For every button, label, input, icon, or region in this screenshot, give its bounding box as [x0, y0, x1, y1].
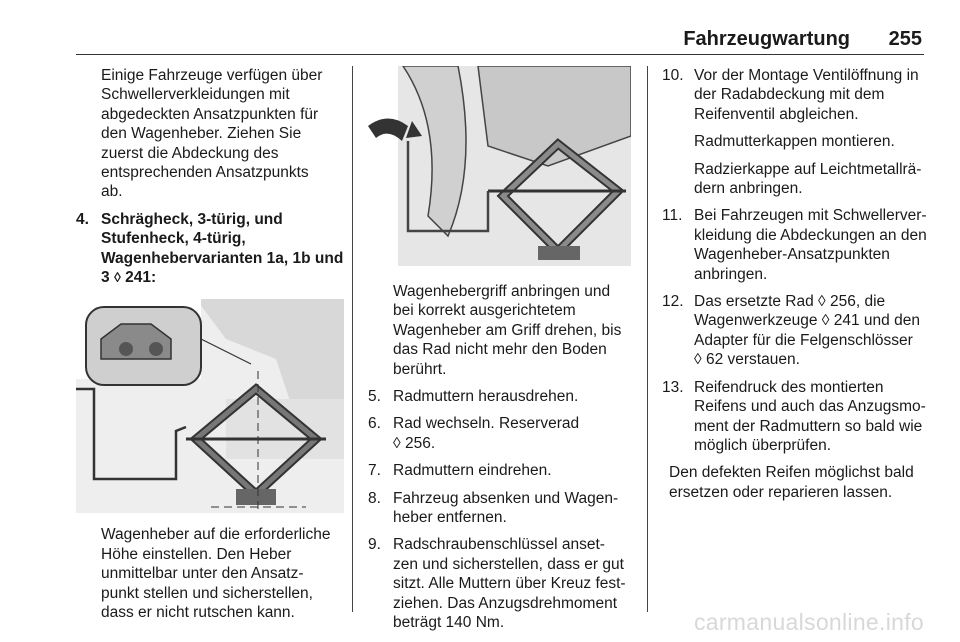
text-line: möglich überprüfen.	[694, 436, 831, 454]
column-divider	[647, 66, 648, 612]
text-line: unmittelbar unter den Ansatz-	[101, 565, 304, 583]
text-line: Vor der Montage Ventilöffnung in	[694, 67, 919, 84]
text-line: ◊ 256.	[393, 434, 436, 452]
text-line: ab.	[101, 183, 123, 201]
column-3	[662, 66, 928, 510]
step-number: 6.	[368, 415, 381, 433]
step-6	[368, 414, 638, 453]
step-number: 11.	[662, 207, 683, 225]
text-line: Stufenheck, 4-türig,	[101, 230, 246, 248]
step-number: 5.	[368, 388, 381, 406]
text-line: Radschraubenschlüssel anset-	[393, 536, 605, 554]
step-10	[662, 66, 928, 124]
step-11	[662, 206, 928, 284]
text-line: Einige Fahrzeuge verfügen über	[101, 67, 323, 84]
text-line: ziehen. Das Anzugsdrehmoment	[393, 594, 618, 612]
column-1	[76, 66, 344, 631]
intro-paragraph	[76, 66, 344, 202]
text-line: zuerst die Abdeckung des	[101, 144, 279, 162]
text-line: Radzierkappe auf Leichtmetallrä-	[694, 160, 922, 178]
page-header	[0, 0, 960, 56]
text-line: Reifenventil abgleichen.	[694, 105, 859, 123]
step-13	[662, 378, 928, 456]
text-line: Wagenheber-Ansatzpunkten	[694, 246, 890, 264]
text-line	[101, 268, 344, 287]
text-line: Adapter für die Felgenschlösser	[694, 331, 913, 349]
text-line: Den defekten Reifen möglichst bald	[669, 464, 914, 482]
step-9	[368, 535, 638, 632]
text-line: Wagenwerkzeuge ◊ 241 und den	[694, 312, 920, 330]
text-line: kleidung die Abdeckungen an den	[694, 226, 927, 244]
text-line: Wagenhebergriff anbringen und	[393, 283, 611, 300]
text-line: Radmuttern herausdrehen.	[393, 388, 579, 406]
text-line: Reifens und auch das Anzugsmo-	[694, 398, 926, 416]
text-line: anbringen.	[694, 265, 768, 283]
text-line: Radmutterkappen montieren.	[694, 133, 895, 151]
text-line: das Rad nicht mehr den Boden	[393, 341, 607, 359]
caption-paragraph	[368, 282, 638, 379]
text-line: Bei Fahrzeugen mit Schwellerver-	[694, 207, 927, 225]
caption-paragraph	[76, 525, 344, 622]
text-line: der Radabdeckung mit dem	[694, 86, 885, 104]
text-line: ment der Radmuttern so bald wie	[694, 417, 923, 435]
jack-illustration	[76, 299, 344, 513]
text-line: Schwellerverkleidungen mit	[101, 86, 290, 104]
text-line: Wagenheber am Griff drehen, bis	[393, 321, 622, 339]
step-4	[76, 210, 344, 288]
step-5	[368, 387, 638, 406]
text-line: abgedeckten Ansatzpunkten für	[101, 105, 319, 123]
watermark: carmanualsonline.info	[693, 609, 924, 635]
text-line: dass er nicht rutschen kann.	[101, 604, 295, 622]
text-line: ersetzen oder reparieren lassen.	[669, 483, 893, 501]
step-number: 13.	[662, 378, 684, 396]
text-line: Schrägheck, 3-türig, und	[101, 210, 283, 228]
text-line: punkt stellen und sicherstellen,	[101, 584, 313, 602]
text-line: dern anbringen.	[694, 180, 803, 198]
text-line: Fahrzeug absenken und Wagen-	[393, 489, 619, 507]
chapter-title: Fahrzeugwartung	[683, 28, 850, 50]
step-10-note-2	[662, 160, 928, 199]
text-line: ◊ 62 verstauen.	[694, 351, 800, 369]
column-divider	[352, 66, 353, 612]
step-8	[368, 489, 638, 528]
text-line: Das ersetzte Rad ◊ 256, die	[694, 293, 886, 311]
text-fragment: 3	[101, 269, 110, 287]
step-number: 10.	[662, 67, 684, 84]
text-line: berührt.	[393, 360, 447, 378]
text-line: Höhe einstellen. Den Heber	[101, 545, 292, 563]
text-line: Radmuttern eindrehen.	[393, 462, 552, 480]
reference-arrow-icon: ◊	[113, 269, 121, 286]
step-10-note-1	[662, 132, 928, 151]
text-line: sitzt. Alle Muttern über Kreuz fest-	[393, 575, 626, 593]
jack-handle-illustration	[368, 66, 631, 274]
step-12	[662, 292, 928, 370]
text-line: den Wagenheber. Ziehen Sie	[101, 125, 302, 143]
text-line: Reifendruck des montierten	[694, 378, 884, 396]
text-line: Rad wechseln. Reserverad	[393, 415, 580, 433]
text-line: Wagenhebervarianten 1a, 1b und	[101, 249, 344, 267]
column-2	[368, 66, 638, 641]
step-number: 4.	[76, 210, 89, 228]
step-number: 12.	[662, 293, 684, 311]
step-number: 8.	[368, 489, 381, 507]
text-line: bei korrekt ausgerichtetem	[393, 302, 576, 320]
step-number: 9.	[368, 536, 381, 554]
page-reference[interactable]: 241:	[125, 269, 157, 287]
page-number: 255	[888, 28, 922, 50]
text-line: heber entfernen.	[393, 509, 507, 527]
closing-paragraph	[662, 463, 928, 502]
step-number: 7.	[368, 462, 381, 480]
step-7	[368, 461, 638, 480]
text-line: zen und sicherstellen, dass er gut	[393, 555, 624, 573]
text-line: Wagenheber auf die erforderliche	[101, 526, 331, 544]
text-line: beträgt 140 Nm.	[393, 614, 505, 632]
header-rule	[76, 54, 924, 55]
text-line: entsprechenden Ansatzpunkts	[101, 164, 309, 182]
